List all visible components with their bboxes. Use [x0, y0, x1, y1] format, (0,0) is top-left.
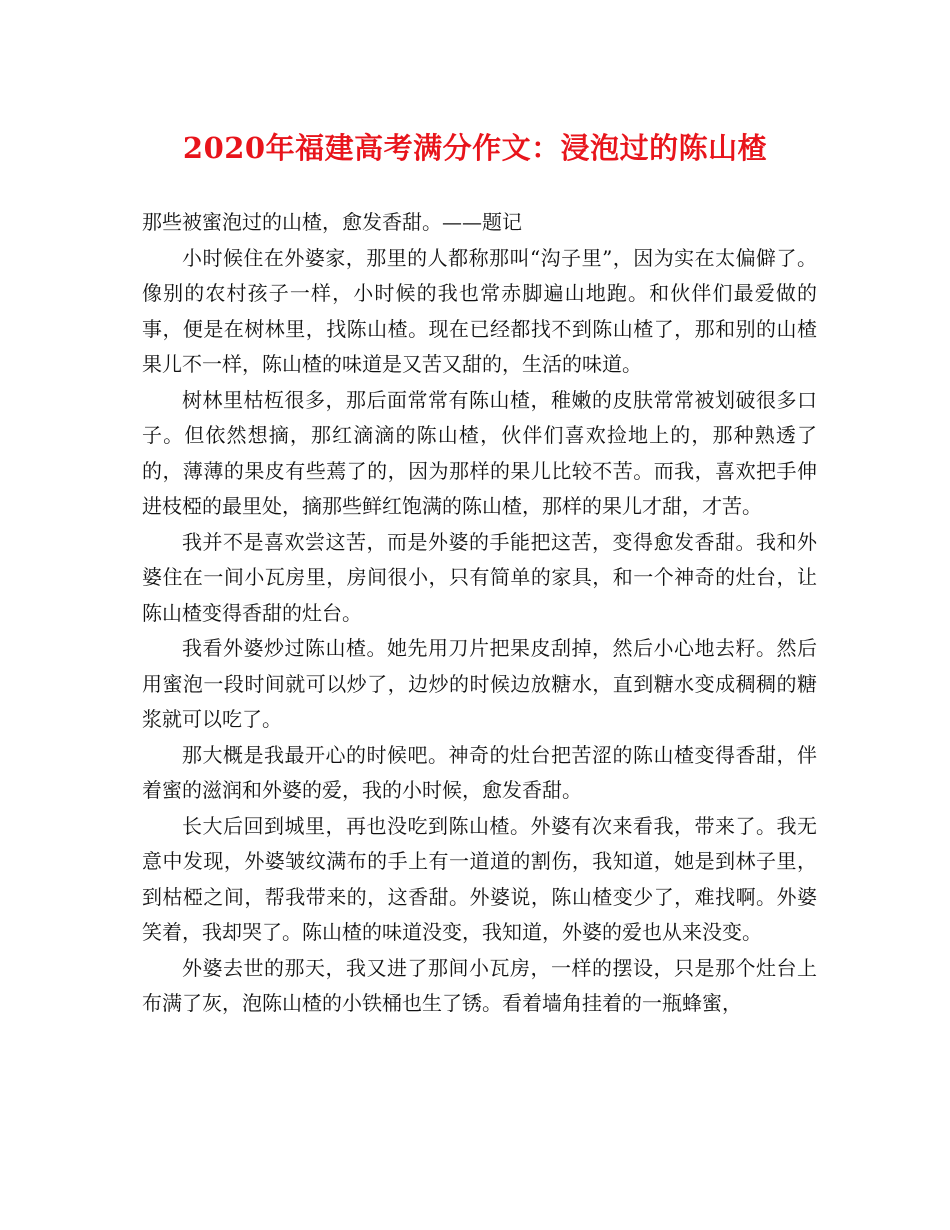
paragraph-3: 我并不是喜欢尝这苦，而是外婆的手能把这苦，变得愈发香甜。我和外婆住在一间小瓦房里，房间很小，只有简单的家具，和一个神奇的灶台，让陈山楂变得香甜的灶台。	[142, 529, 817, 625]
paragraph-7: 外婆去世的那天，我又进了那间小瓦房，一样的摆设，只是那个灶台上布满了灰，泡陈山楂的小铁桶也生了锈。看着墙角挂着的一瓶蜂蜜，	[142, 955, 817, 1015]
paragraph-6: 长大后回到城里，再也没吃到陈山楂。外婆有次来看我，带来了。我无意中发现，外婆皱纹满布的手上有一道道的割伤，我知道，她是到林子里，到枯椏之间，帮我带来的，这香甜。外婆说，陈山楂变少了，难找啊。外婆笑着，我却哭了。陈山楂的味道没变，我知道，外婆的爱也从来没变。	[142, 813, 817, 944]
paragraph-4: 我看外婆炒过陈山楂。她先用刀片把果皮刮掉，然后小心地去籽。然后用蜜泡一段时间就可以炒了，边炒的时候边放糖水，直到糖水变成稠稠的糖浆就可以吃了。	[142, 636, 817, 731]
essay-body	[142, 205, 817, 1022]
paragraph-5: 那大概是我最开心的时候吧。神奇的灶台把苦涩的陈山楂变得香甜，伴着蜜的滋润和外婆的爱，我的小时候，愈发香甜。	[142, 742, 817, 802]
paragraph-2: 树林里枯枑很多，那后面常常有陈山楂，稚嫩的皮肤常常被划破很多口子。但依然想摘，那红滴滴的陈山楂，伙伴们喜欢捡地上的，那种熟透了的，薄薄的果皮有些蔫了的，因为那样的果儿比较不苦。而我，喜欢把手伸进枝椏的最里处，摘那些鲜红饱满的陈山楂，那样的果儿才甜，才苦。	[142, 387, 817, 518]
document-title: 2020年福建高考满分作文：浸泡过的陈山楂	[182, 131, 768, 165]
epigraph: 那些被蜜泡过的山楂，愈发香甜。——题记	[142, 210, 522, 234]
paragraph-1: 小时候住在外婆家，那里的人都称那叫“沟子里”，因为实在太偏僻了。像别的农村孩子一样，小时候的我也常赤脚遍山地跑。和伙伴们最爱做的事，便是在树林里，找陈山楂。现在已经都找不到陈山楂了，那和别的山楂果儿不一样，陈山楂的味道是又苦又甜的，生活的味道。	[142, 245, 817, 376]
